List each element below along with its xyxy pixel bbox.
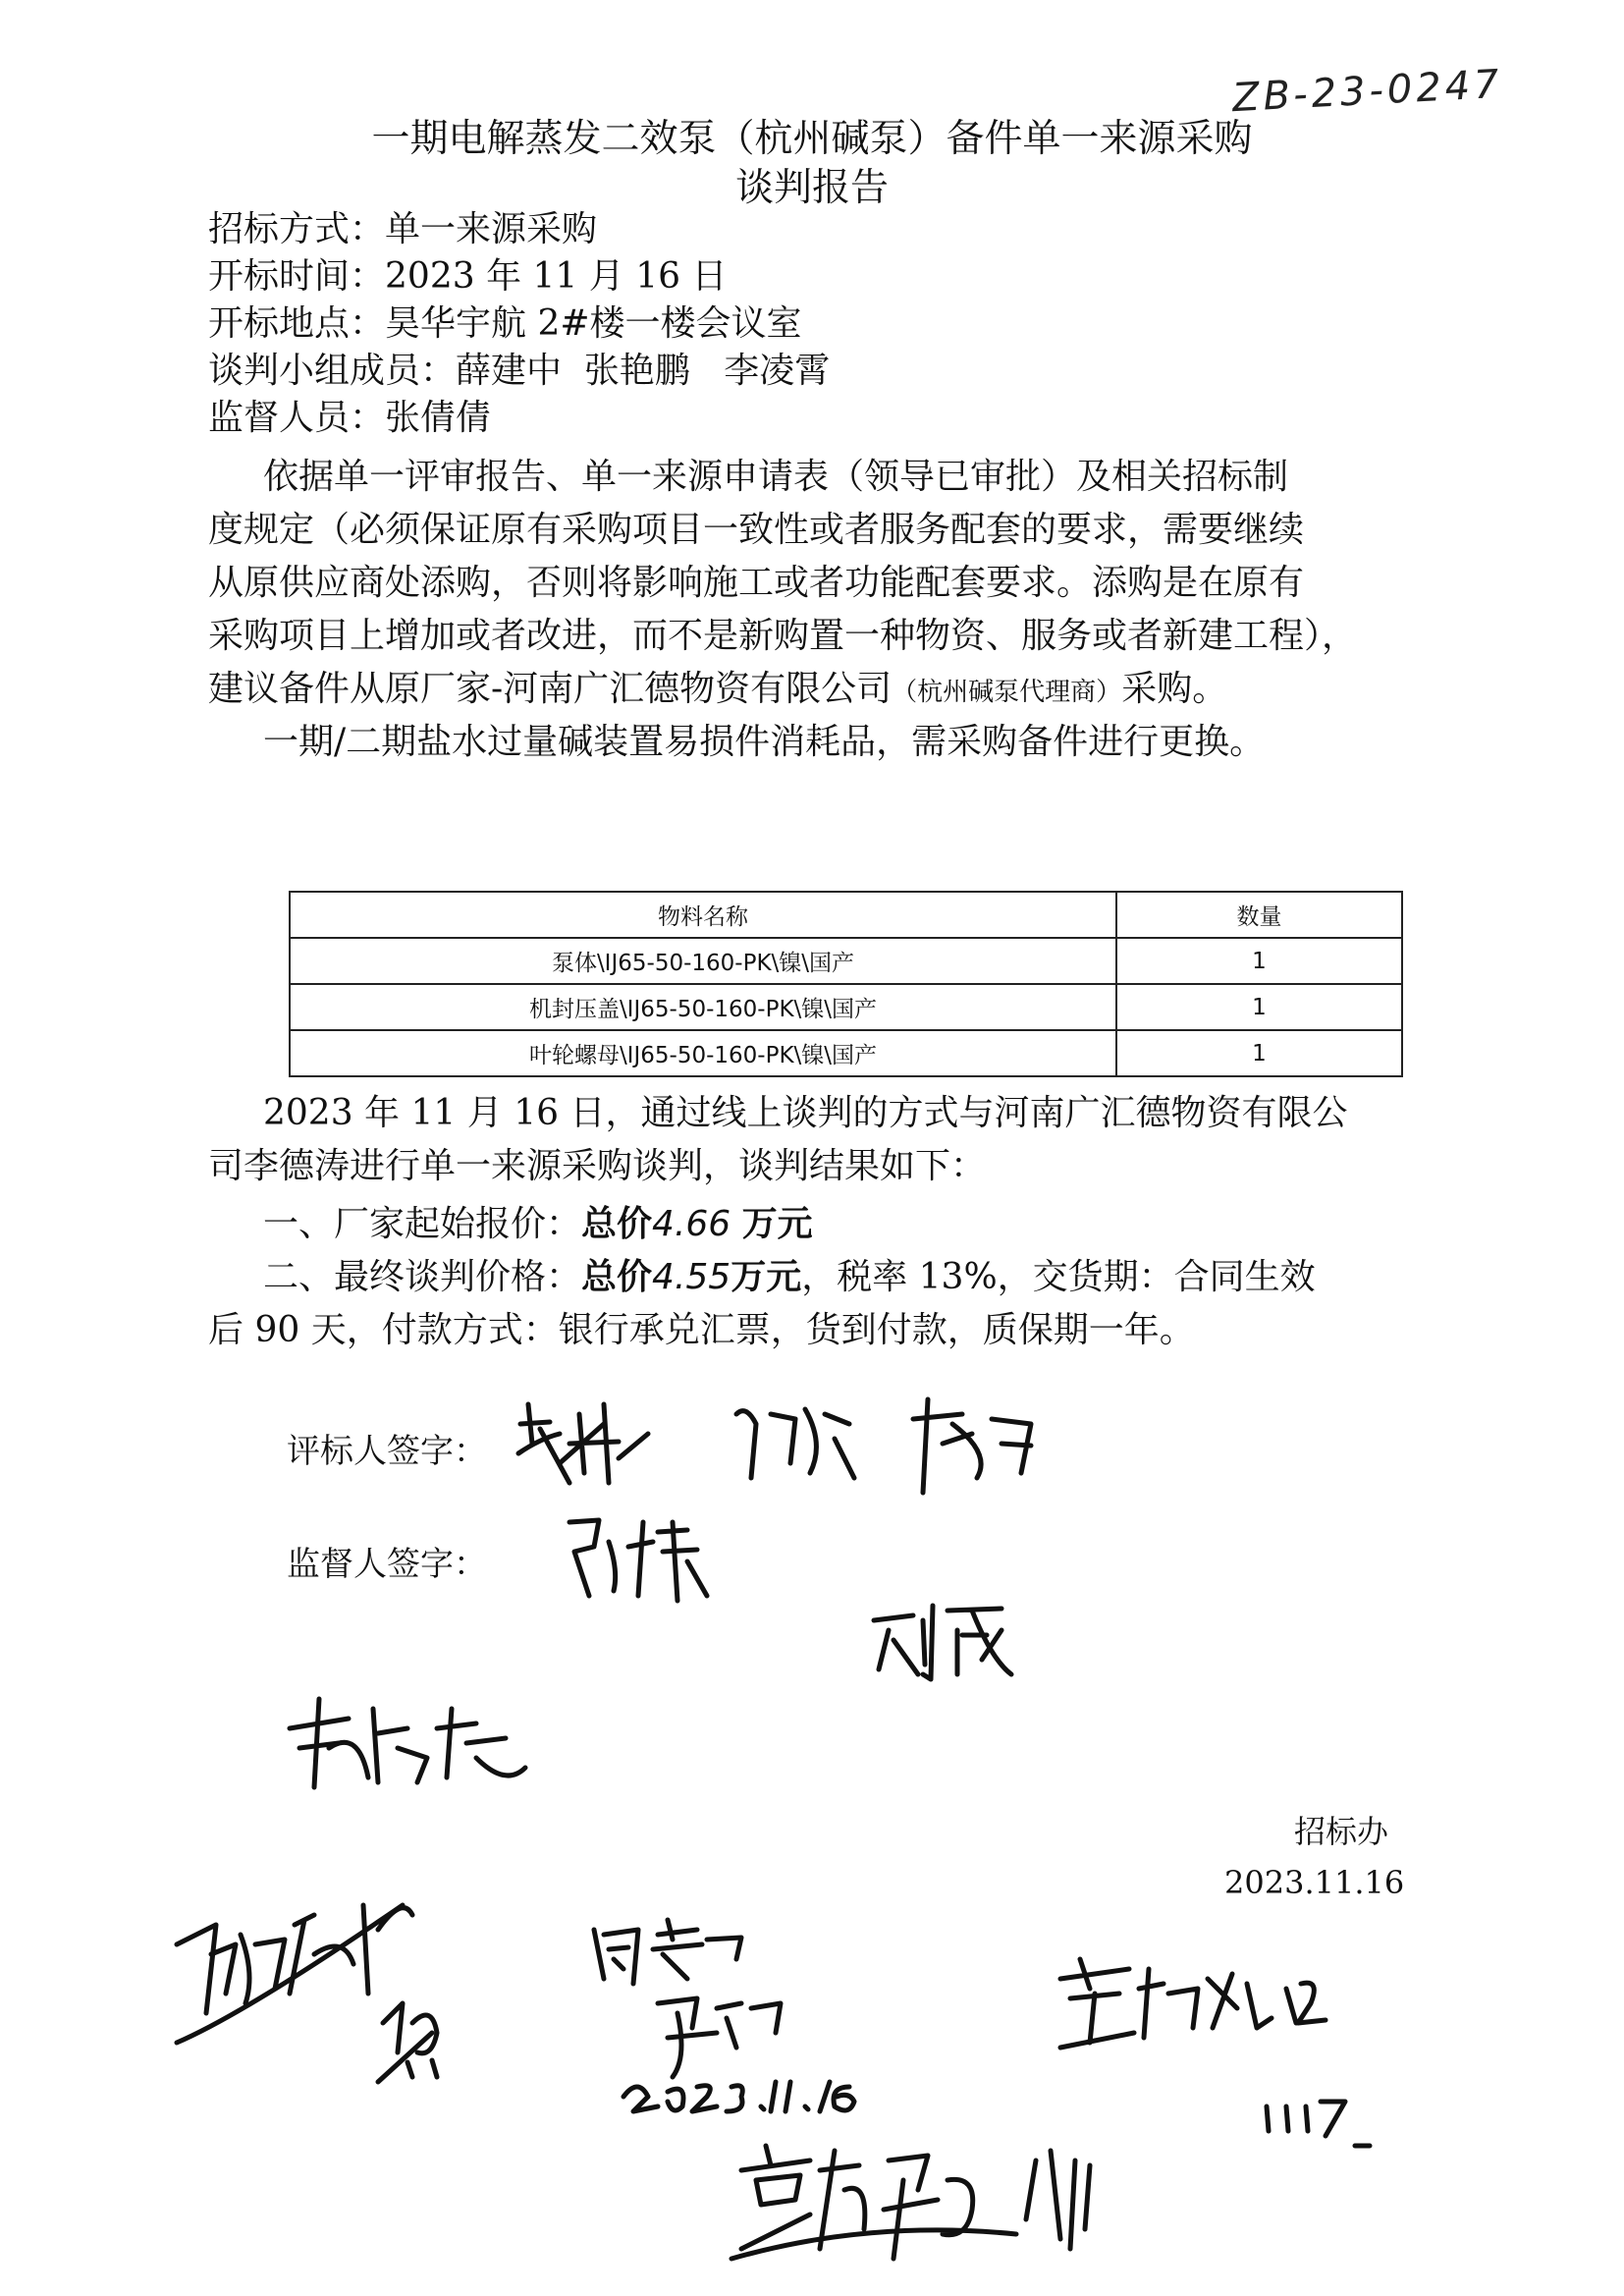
basis-line-1: 依据单一评审报告、单一来源申请表（领导已审批）及相关招标制 xyxy=(263,457,1289,497)
final-price: 二、最终谈判价格：总价4.55万元，税率 13%，交货期：合同生效 xyxy=(263,1256,1316,1297)
basis-line-4: 采购项目上增加或者改进，而不是新购置一种物资、服务或者新建工程）， xyxy=(208,616,1358,656)
extra-signature-2 xyxy=(280,1689,535,1801)
extra-signature-5 xyxy=(722,2121,1134,2282)
issuing-office: 招标办 xyxy=(1294,1813,1389,1850)
basis-line-3: 从原供应商处添购，否则将影响施工或者功能配套要求。添购是在原有 xyxy=(208,563,1305,603)
header-quantity: 数量 xyxy=(1116,892,1402,938)
material-name: 泵体\IJ65-50-160-PK\镍\国产 xyxy=(290,938,1116,984)
field-negotiation-team: 谈判小组成员：薛建中 张艳鹏 李凌霄 xyxy=(208,351,831,391)
extra-signature-1 xyxy=(864,1591,1021,1693)
document-subtitle: 谈判报告 xyxy=(734,166,889,210)
material-name: 机封压盖\IJ65-50-160-PK\镍\国产 xyxy=(290,984,1116,1030)
field-supervisor: 监督人员：张倩倩 xyxy=(208,398,492,438)
basis-line-5: 建议备件从原厂家-河南广汇德物资有限公司（杭州碱泵代理商）采购。 xyxy=(208,669,1228,709)
supervisor-sign-label: 监督人签字： xyxy=(287,1545,487,1584)
basis-line-2: 度规定（必须保证原有采购项目一致性或者服务配套的要求，需要继续 xyxy=(208,510,1305,550)
negotiation-line-2: 司李德涛进行单一来源采购谈判，谈判结果如下： xyxy=(208,1146,987,1186)
final-terms: 后 90 天，付款方式：银行承兑汇票，货到付款，质保期一年。 xyxy=(208,1310,1195,1350)
negotiation-line-1: 2023 年 11 月 16 日，通过线上谈判的方式与河南广汇德物资有限公 xyxy=(263,1093,1348,1133)
approval-note xyxy=(579,1910,874,2120)
material-table xyxy=(289,891,1403,1077)
table-row xyxy=(290,1030,1402,1076)
table-row xyxy=(290,984,1402,1030)
field-bid-location: 开标地点：昊华宇航 2#楼一楼会议室 xyxy=(208,303,802,344)
field-bid-method: 招标方式：单一来源采购 xyxy=(208,209,598,249)
material-quantity: 1 xyxy=(1116,984,1402,1030)
extra-signature-3 xyxy=(167,1886,461,2086)
initial-quote: 一、厂家起始报价：总价4.66 万元 xyxy=(263,1203,813,1244)
material-name: 叶轮螺母\IJ65-50-160-PK\镍\国产 xyxy=(290,1030,1116,1076)
supervisor-signature xyxy=(560,1503,727,1614)
material-quantity: 1 xyxy=(1116,938,1402,984)
table-row xyxy=(290,938,1402,984)
field-bid-time: 开标时间：2023 年 11 月 16 日 xyxy=(208,256,728,297)
document-title: 一期电解蒸发二效泵（杭州碱泵）备件单一来源采购 xyxy=(371,117,1253,161)
table-header-row xyxy=(290,892,1402,938)
material-quantity: 1 xyxy=(1116,1030,1402,1076)
issue-date: 2023.11.16 xyxy=(1224,1864,1405,1901)
evaluator-signatures xyxy=(511,1385,1060,1506)
document-number: ZB-23-0247 xyxy=(1230,61,1504,122)
header-material-name: 物料名称 xyxy=(290,892,1116,938)
evaluator-sign-label: 评标人签字： xyxy=(287,1432,487,1471)
replace-line: 一期/二期盐水过量碱装置易损件消耗品，需采购备件进行更换。 xyxy=(263,722,1266,762)
